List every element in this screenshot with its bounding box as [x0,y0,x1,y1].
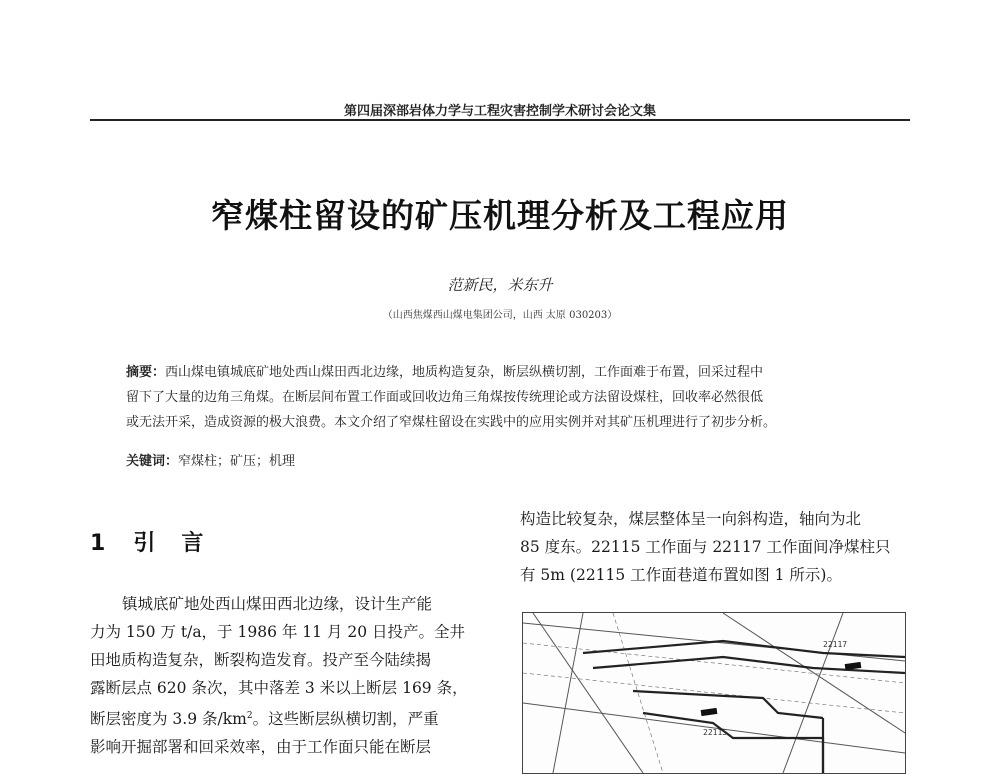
body-left-line-1: 镇城底矿地处西山煤田西北边缘，设计生产能 [122,595,433,613]
figure-1-roadway-layout [522,612,906,774]
label-22115: 22115 [703,728,728,737]
fault-line [723,613,905,733]
keywords-label: 关键词： [126,454,179,469]
contour-line [523,673,905,713]
body-left-line-2: 力为 150 万 t/a，于 1986 年 11 月 20 日投产。全井 [90,623,466,641]
body-right-line-2: 85 度东。22115 工作面与 22117 工作面间净煤柱只 [520,538,891,556]
section-title-char-2: 言 [181,531,204,556]
abstract [126,360,886,435]
running-header: 第四届深部岩体力学与工程灾害控制学术研讨会论文集 [343,104,656,119]
body-left-line-5-text: 断层密度为 3.9 条/km [90,710,247,729]
contour-line [523,643,905,683]
body-right-line-1: 构造比较复杂，煤层整体呈一向斜构造，轴向为北 [520,510,862,528]
body-left-line-3: 田地质构造复杂，断裂构造发育。投产至今陆续揭 [90,651,432,669]
body-left-line-4: 露断层点 620 条次，其中落差 3 米以上断层 169 条， [90,679,468,697]
abstract-line-1 [126,360,886,385]
roadway-22115-upper [633,691,823,718]
paper-title: 窄煤柱留设的矿压机理分析及工程应用 [211,196,789,235]
superscript-2: 2 [246,711,253,721]
abstract-line-2: 留下了大量的边角三角煤。在断层间布置工作面或回收边角三角煤按传统理论或方法留设煤柱，回收率必然很低 [126,390,764,405]
fault-line [783,613,843,773]
support-marker [845,662,862,670]
roadway-layout-drawing [523,613,905,773]
body-left-line-5 [90,702,485,733]
keywords-text: 窄煤柱；矿压；机理 [178,454,296,469]
affiliation: （山西焦煤西山煤电集团公司，山西 太原 030203） [382,310,618,321]
body-left-line-6: 影响开掘部署和回采效率，由于工作面只能在断层 [90,738,432,757]
body-left-line-5-tail: 。这些断层纵横切割，严重 [252,710,439,729]
body-right-line-3: 有 5m (22115 工作面巷道布置如图 1 所示)。 [520,566,842,584]
abstract-text-1: 西山煤电镇城底矿地处西山煤田西北边缘，地质构造复杂，断层纵横切割，工作面难于布置，回采过程中 [165,365,764,380]
body-left-column [90,590,485,761]
abstract-label: 摘要： [126,365,166,380]
header-rule [90,119,910,121]
fault-line [533,613,643,773]
section-title-char-1: 引 [133,531,156,556]
label-22117: 22117 [823,640,848,649]
abstract-line-3: 或无法开采，造成资源的极大浪费。本文介绍了窄煤柱留设在实践中的应用实例并对其矿压机理进行了初步分析。 [126,415,777,430]
section-heading [90,526,203,557]
keywords [126,450,295,469]
section-number: 1 [90,531,106,556]
body-right-column [520,505,910,589]
authors: 范新民，米东升 [447,276,553,294]
fault-line [553,613,583,773]
support-marker [701,708,718,716]
